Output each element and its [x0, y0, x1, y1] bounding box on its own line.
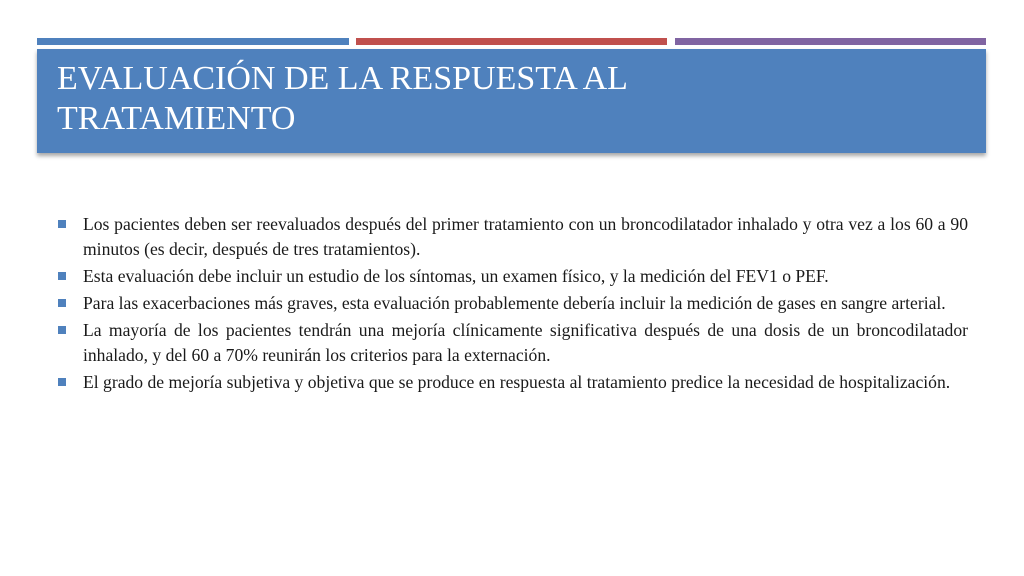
bullet-item [58, 291, 968, 316]
title-banner [37, 49, 986, 153]
bullet-text: Para las exacerbaciones más graves, esta evaluación probablemente debería incluir la medición de gases en sangre arterial. [83, 293, 946, 313]
accent-bar-blue [37, 38, 349, 45]
bullet-list [58, 212, 968, 395]
slide-title: EVALUACIÓN DE LA RESPUESTA AL TRATAMIENTO [57, 60, 627, 137]
accent-bar-purple [675, 38, 986, 45]
bullet-item [58, 370, 968, 395]
square-bullet-icon [58, 326, 66, 334]
bullet-text: El grado de mejoría subjetiva y objetiva que se produce en respuesta al tratamiento predice la necesidad de hospitalización. [83, 372, 951, 392]
square-bullet-icon [58, 272, 66, 280]
bullet-text: La mayoría de los pacientes tendrán una mejoría clínicamente significativa después de una dosis de un broncodilatador inhalado, y del 60 a 70% reunirán los criterios para la externación. [83, 320, 968, 365]
square-bullet-icon [58, 378, 66, 386]
bullet-text: Los pacientes deben ser reevaluados después del primer tratamiento con un broncodilatador inhalado y otra vez a los 60 a 90 minutos (es decir, después de tres tratamientos). [83, 214, 968, 259]
bullet-text: Esta evaluación debe incluir un estudio de los síntomas, un examen físico, y la medición del FEV1 o PEF. [83, 266, 829, 286]
content-area [58, 212, 968, 397]
bullet-item [58, 264, 968, 289]
square-bullet-icon [58, 299, 66, 307]
bullet-item [58, 318, 968, 368]
accent-bar-red [356, 38, 667, 45]
bullet-item [58, 212, 968, 262]
square-bullet-icon [58, 220, 66, 228]
